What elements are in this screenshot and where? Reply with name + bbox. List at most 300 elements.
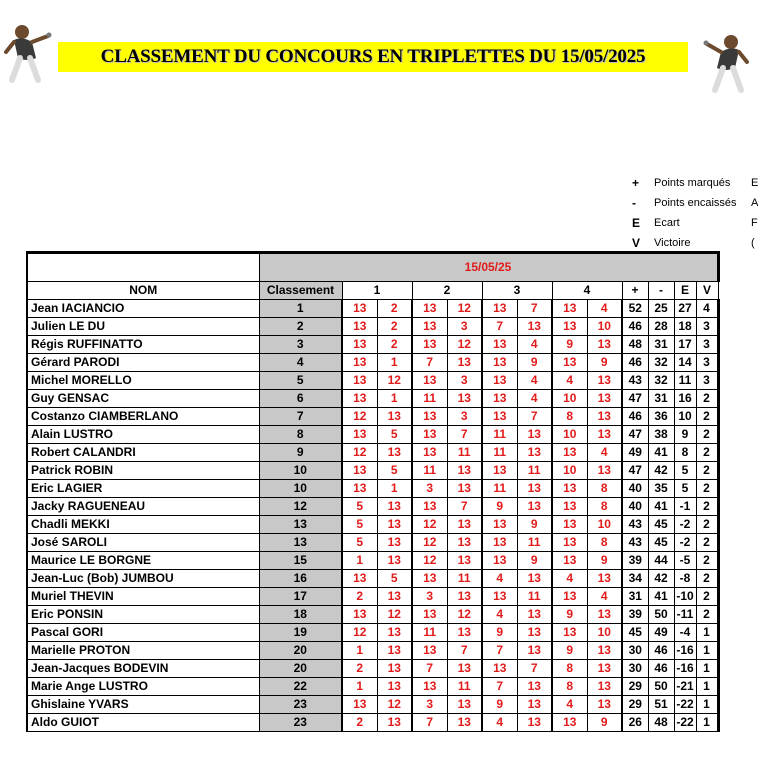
score-cell: 13 xyxy=(447,714,482,732)
points-scored: 43 xyxy=(622,534,648,552)
score-cell: 13 xyxy=(447,480,482,498)
points-conceded: 46 xyxy=(648,660,674,678)
table-row xyxy=(27,588,718,606)
table-row xyxy=(27,336,718,354)
legend xyxy=(628,173,759,253)
points-scored: 39 xyxy=(622,552,648,570)
player-name: Costanzo CIAMBERLANO xyxy=(27,408,259,426)
score-cell: 7 xyxy=(517,300,552,318)
score-cell: 13 xyxy=(412,606,447,624)
rank-cell: 7 xyxy=(259,408,342,426)
column-header-row xyxy=(27,282,718,300)
points-conceded: 45 xyxy=(648,516,674,534)
score-cell: 11 xyxy=(482,426,517,444)
score-cell: 12 xyxy=(412,534,447,552)
score-cell: 13 xyxy=(517,318,552,336)
table-row xyxy=(27,624,718,642)
points-scored: 40 xyxy=(622,480,648,498)
score-cell: 11 xyxy=(412,624,447,642)
points-conceded: 31 xyxy=(648,390,674,408)
score-cell: 5 xyxy=(342,534,377,552)
col-header-round-4: 4 xyxy=(552,282,622,300)
player-name: Maurice LE BORGNE xyxy=(27,552,259,570)
victories-cell: 2 xyxy=(696,462,718,480)
rank-cell: 3 xyxy=(259,336,342,354)
score-cell: 13 xyxy=(342,462,377,480)
points-scored: 31 xyxy=(622,588,648,606)
rank-cell: 8 xyxy=(259,426,342,444)
score-cell: 8 xyxy=(552,678,587,696)
points-scored: 30 xyxy=(622,642,648,660)
score-cell: 13 xyxy=(517,498,552,516)
score-cell: 8 xyxy=(587,498,622,516)
player-name: Muriel THEVIN xyxy=(27,588,259,606)
points-conceded: 51 xyxy=(648,696,674,714)
score-cell: 13 xyxy=(552,318,587,336)
score-cell: 9 xyxy=(587,714,622,732)
ecart-cell: -4 xyxy=(674,624,696,642)
score-cell: 13 xyxy=(587,570,622,588)
score-cell: 7 xyxy=(412,354,447,372)
score-cell: 11 xyxy=(517,588,552,606)
score-cell: 13 xyxy=(412,498,447,516)
score-cell: 5 xyxy=(377,462,412,480)
score-cell: 13 xyxy=(552,534,587,552)
score-cell: 13 xyxy=(342,570,377,588)
score-cell: 13 xyxy=(412,408,447,426)
score-cell: 13 xyxy=(552,498,587,516)
rank-cell: 2 xyxy=(259,318,342,336)
score-cell: 9 xyxy=(482,498,517,516)
score-cell: 13 xyxy=(587,372,622,390)
ecart-cell: 16 xyxy=(674,390,696,408)
rank-cell: 4 xyxy=(259,354,342,372)
score-cell: 13 xyxy=(587,606,622,624)
score-cell: 13 xyxy=(447,390,482,408)
ecart-cell: 14 xyxy=(674,354,696,372)
score-cell: 4 xyxy=(482,714,517,732)
score-cell: 13 xyxy=(447,462,482,480)
score-cell: 4 xyxy=(552,570,587,588)
player-name: José SAROLI xyxy=(27,534,259,552)
rank-cell: 17 xyxy=(259,588,342,606)
score-cell: 13 xyxy=(447,624,482,642)
score-cell: 13 xyxy=(482,390,517,408)
ecart-cell: -22 xyxy=(674,696,696,714)
score-cell: 9 xyxy=(517,516,552,534)
victories-cell: 1 xyxy=(696,624,718,642)
points-conceded: 38 xyxy=(648,426,674,444)
rank-cell: 20 xyxy=(259,660,342,678)
score-cell: 13 xyxy=(412,426,447,444)
score-cell: 1 xyxy=(342,552,377,570)
score-cell: 1 xyxy=(377,480,412,498)
score-cell: 9 xyxy=(517,552,552,570)
score-cell: 3 xyxy=(412,696,447,714)
legend-symbol: V xyxy=(632,236,641,250)
player-name: Jean-Luc (Bob) JUMBOU xyxy=(27,570,259,588)
col-header-ecart: E xyxy=(674,282,696,300)
player-name: Jean IACIANCIO xyxy=(27,300,259,318)
ecart-cell: -8 xyxy=(674,570,696,588)
score-cell: 9 xyxy=(517,354,552,372)
legend-clipped-text: E xyxy=(751,177,759,189)
ecart-cell: 27 xyxy=(674,300,696,318)
score-cell: 13 xyxy=(552,552,587,570)
score-cell: 13 xyxy=(447,354,482,372)
score-cell: 7 xyxy=(447,426,482,444)
ranking-table xyxy=(26,251,720,732)
score-cell: 10 xyxy=(587,318,622,336)
col-header-classement: Classement xyxy=(259,282,342,300)
petanque-player-icon xyxy=(703,32,753,94)
score-cell: 11 xyxy=(412,390,447,408)
score-cell: 12 xyxy=(342,408,377,426)
ecart-cell: 17 xyxy=(674,336,696,354)
score-cell: 13 xyxy=(587,390,622,408)
score-cell: 9 xyxy=(482,696,517,714)
points-conceded: 44 xyxy=(648,552,674,570)
score-cell: 1 xyxy=(377,390,412,408)
score-cell: 12 xyxy=(447,300,482,318)
victories-cell: 1 xyxy=(696,660,718,678)
table-row xyxy=(27,660,718,678)
score-cell: 13 xyxy=(342,606,377,624)
score-cell: 1 xyxy=(342,678,377,696)
victories-cell: 1 xyxy=(696,642,718,660)
table-row xyxy=(27,372,718,390)
victories-cell: 2 xyxy=(696,498,718,516)
victories-cell: 1 xyxy=(696,696,718,714)
score-cell: 13 xyxy=(517,444,552,462)
score-cell: 13 xyxy=(482,588,517,606)
legend-item xyxy=(628,233,759,253)
score-cell: 13 xyxy=(447,588,482,606)
col-header-plus: + xyxy=(622,282,648,300)
score-cell: 1 xyxy=(342,642,377,660)
legend-item xyxy=(628,173,759,193)
points-scored: 30 xyxy=(622,660,648,678)
score-cell: 4 xyxy=(517,390,552,408)
score-cell: 4 xyxy=(482,570,517,588)
score-cell: 12 xyxy=(447,606,482,624)
score-cell: 13 xyxy=(587,678,622,696)
player-name: Alain LUSTRO xyxy=(27,426,259,444)
points-scored: 45 xyxy=(622,624,648,642)
score-cell: 11 xyxy=(447,678,482,696)
ecart-cell: 8 xyxy=(674,444,696,462)
score-cell: 10 xyxy=(552,390,587,408)
rank-cell: 22 xyxy=(259,678,342,696)
score-cell: 12 xyxy=(377,606,412,624)
legend-label: Victoire xyxy=(654,237,691,249)
score-cell: 4 xyxy=(517,336,552,354)
victories-cell: 3 xyxy=(696,354,718,372)
points-conceded: 41 xyxy=(648,498,674,516)
page-title: CLASSEMENT DU CONCOURS EN TRIPLETTES DU 15/05/2025 xyxy=(58,42,688,72)
score-cell: 13 xyxy=(517,642,552,660)
victories-cell: 4 xyxy=(696,300,718,318)
score-cell: 7 xyxy=(517,408,552,426)
rank-cell: 18 xyxy=(259,606,342,624)
ecart-cell: 5 xyxy=(674,462,696,480)
points-conceded: 41 xyxy=(648,588,674,606)
date-header-row xyxy=(27,253,718,282)
col-header-round-2: 2 xyxy=(412,282,482,300)
score-cell: 12 xyxy=(342,444,377,462)
score-cell: 4 xyxy=(517,372,552,390)
victories-cell: 2 xyxy=(696,426,718,444)
table-row xyxy=(27,426,718,444)
legend-symbol: E xyxy=(632,216,641,230)
points-scored: 47 xyxy=(622,462,648,480)
score-cell: 7 xyxy=(412,660,447,678)
ecart-cell: -10 xyxy=(674,588,696,606)
points-conceded: 28 xyxy=(648,318,674,336)
score-cell: 13 xyxy=(342,372,377,390)
ecart-cell: -21 xyxy=(674,678,696,696)
score-cell: 10 xyxy=(552,426,587,444)
score-cell: 3 xyxy=(447,318,482,336)
points-conceded: 41 xyxy=(648,444,674,462)
player-name: Michel MORELLO xyxy=(27,372,259,390)
col-header-round-3: 3 xyxy=(482,282,552,300)
score-cell: 13 xyxy=(377,714,412,732)
score-cell: 9 xyxy=(552,642,587,660)
points-conceded: 32 xyxy=(648,372,674,390)
score-cell: 13 xyxy=(342,354,377,372)
score-cell: 10 xyxy=(587,516,622,534)
points-scored: 47 xyxy=(622,426,648,444)
score-cell: 13 xyxy=(482,516,517,534)
ecart-cell: -2 xyxy=(674,516,696,534)
victories-cell: 2 xyxy=(696,390,718,408)
score-cell: 13 xyxy=(377,678,412,696)
score-cell: 13 xyxy=(377,588,412,606)
rank-cell: 19 xyxy=(259,624,342,642)
score-cell: 5 xyxy=(377,426,412,444)
score-cell: 9 xyxy=(587,354,622,372)
ecart-cell: 18 xyxy=(674,318,696,336)
score-cell: 13 xyxy=(517,426,552,444)
score-cell: 4 xyxy=(482,606,517,624)
points-conceded: 32 xyxy=(648,354,674,372)
points-scored: 43 xyxy=(622,372,648,390)
score-cell: 11 xyxy=(482,480,517,498)
victories-cell: 2 xyxy=(696,570,718,588)
player-name: Eric PONSIN xyxy=(27,606,259,624)
score-cell: 9 xyxy=(552,336,587,354)
victories-cell: 3 xyxy=(696,372,718,390)
score-cell: 13 xyxy=(552,624,587,642)
score-cell: 13 xyxy=(482,552,517,570)
score-cell: 7 xyxy=(447,498,482,516)
score-cell: 4 xyxy=(587,444,622,462)
score-cell: 13 xyxy=(587,462,622,480)
score-cell: 4 xyxy=(587,300,622,318)
score-cell: 13 xyxy=(482,372,517,390)
ecart-cell: 11 xyxy=(674,372,696,390)
score-cell: 13 xyxy=(517,480,552,498)
table-row xyxy=(27,678,718,696)
ecart-cell: 9 xyxy=(674,426,696,444)
petanque-player-icon xyxy=(2,22,52,84)
score-cell: 13 xyxy=(482,354,517,372)
score-cell: 13 xyxy=(482,300,517,318)
score-cell: 11 xyxy=(447,444,482,462)
rank-cell: 13 xyxy=(259,516,342,534)
victories-cell: 2 xyxy=(696,480,718,498)
victories-cell: 2 xyxy=(696,444,718,462)
points-scored: 47 xyxy=(622,390,648,408)
table-row xyxy=(27,354,718,372)
victories-cell: 2 xyxy=(696,534,718,552)
score-cell: 12 xyxy=(447,336,482,354)
points-scored: 29 xyxy=(622,678,648,696)
score-cell: 4 xyxy=(587,588,622,606)
score-cell: 13 xyxy=(552,354,587,372)
score-cell: 7 xyxy=(482,318,517,336)
victories-cell: 2 xyxy=(696,606,718,624)
score-cell: 8 xyxy=(552,408,587,426)
victories-cell: 1 xyxy=(696,714,718,732)
points-conceded: 42 xyxy=(648,570,674,588)
score-cell: 13 xyxy=(342,390,377,408)
score-cell: 13 xyxy=(342,426,377,444)
score-cell: 13 xyxy=(447,552,482,570)
player-name: Régis RUFFINATTO xyxy=(27,336,259,354)
victories-cell: 2 xyxy=(696,588,718,606)
rank-cell: 20 xyxy=(259,642,342,660)
col-header-victoire: V xyxy=(696,282,718,300)
score-cell: 9 xyxy=(587,552,622,570)
score-cell: 13 xyxy=(517,570,552,588)
score-cell: 3 xyxy=(447,408,482,426)
player-name: Guy GENSAC xyxy=(27,390,259,408)
score-cell: 3 xyxy=(412,480,447,498)
legend-label: Points marqués xyxy=(654,177,731,189)
table-row xyxy=(27,390,718,408)
points-scored: 46 xyxy=(622,408,648,426)
player-name: Marie Ange LUSTRO xyxy=(27,678,259,696)
player-name: Eric LAGIER xyxy=(27,480,259,498)
score-cell: 13 xyxy=(342,336,377,354)
score-cell: 7 xyxy=(517,660,552,678)
score-cell: 13 xyxy=(482,408,517,426)
table-row xyxy=(27,606,718,624)
table-row xyxy=(27,696,718,714)
player-name: Marielle PROTON xyxy=(27,642,259,660)
score-cell: 13 xyxy=(552,480,587,498)
blank-header-cell xyxy=(27,253,259,282)
score-cell: 13 xyxy=(447,660,482,678)
points-conceded: 45 xyxy=(648,534,674,552)
score-cell: 13 xyxy=(587,696,622,714)
table-row xyxy=(27,444,718,462)
player-name: Pascal GORI xyxy=(27,624,259,642)
score-cell: 13 xyxy=(552,714,587,732)
score-cell: 13 xyxy=(412,300,447,318)
points-scored: 34 xyxy=(622,570,648,588)
score-cell: 13 xyxy=(517,678,552,696)
score-cell: 11 xyxy=(517,462,552,480)
score-cell: 13 xyxy=(482,534,517,552)
score-cell: 13 xyxy=(587,660,622,678)
score-cell: 7 xyxy=(412,714,447,732)
score-cell: 13 xyxy=(412,444,447,462)
legend-clipped-text: ( xyxy=(751,237,755,249)
score-cell: 10 xyxy=(587,624,622,642)
ecart-cell: -1 xyxy=(674,498,696,516)
score-cell: 13 xyxy=(587,642,622,660)
points-scored: 29 xyxy=(622,696,648,714)
score-cell: 10 xyxy=(552,462,587,480)
table-row xyxy=(27,570,718,588)
score-cell: 3 xyxy=(412,588,447,606)
score-cell: 2 xyxy=(342,714,377,732)
score-cell: 12 xyxy=(412,516,447,534)
score-cell: 12 xyxy=(342,624,377,642)
score-cell: 13 xyxy=(377,660,412,678)
score-cell: 13 xyxy=(482,336,517,354)
rank-cell: 5 xyxy=(259,372,342,390)
rank-cell: 1 xyxy=(259,300,342,318)
score-cell: 5 xyxy=(342,516,377,534)
points-scored: 46 xyxy=(622,318,648,336)
score-cell: 13 xyxy=(587,426,622,444)
player-name: Jean-Jacques BODEVIN xyxy=(27,660,259,678)
score-cell: 13 xyxy=(342,696,377,714)
score-cell: 13 xyxy=(517,624,552,642)
points-scored: 39 xyxy=(622,606,648,624)
points-scored: 48 xyxy=(622,336,648,354)
score-cell: 9 xyxy=(482,624,517,642)
score-cell: 7 xyxy=(482,642,517,660)
score-cell: 13 xyxy=(377,444,412,462)
ecart-cell: -22 xyxy=(674,714,696,732)
score-cell: 2 xyxy=(342,660,377,678)
points-scored: 52 xyxy=(622,300,648,318)
victories-cell: 1 xyxy=(696,678,718,696)
ecart-cell: -11 xyxy=(674,606,696,624)
score-cell: 13 xyxy=(447,534,482,552)
score-cell: 7 xyxy=(447,642,482,660)
score-cell: 7 xyxy=(482,678,517,696)
score-cell: 8 xyxy=(587,534,622,552)
score-cell: 13 xyxy=(552,516,587,534)
table-row xyxy=(27,642,718,660)
table-row xyxy=(27,408,718,426)
col-header-round-1: 1 xyxy=(342,282,412,300)
points-conceded: 48 xyxy=(648,714,674,732)
score-cell: 5 xyxy=(342,498,377,516)
score-cell: 13 xyxy=(587,408,622,426)
score-cell: 11 xyxy=(412,462,447,480)
points-conceded: 46 xyxy=(648,642,674,660)
score-cell: 8 xyxy=(587,480,622,498)
score-cell: 13 xyxy=(587,336,622,354)
score-cell: 13 xyxy=(342,318,377,336)
score-cell: 13 xyxy=(377,624,412,642)
score-cell: 11 xyxy=(447,570,482,588)
ecart-cell: -5 xyxy=(674,552,696,570)
legend-symbol: + xyxy=(632,176,640,190)
rank-cell: 12 xyxy=(259,498,342,516)
score-cell: 2 xyxy=(377,318,412,336)
table-row xyxy=(27,318,718,336)
score-cell: 12 xyxy=(377,696,412,714)
score-cell: 13 xyxy=(412,642,447,660)
